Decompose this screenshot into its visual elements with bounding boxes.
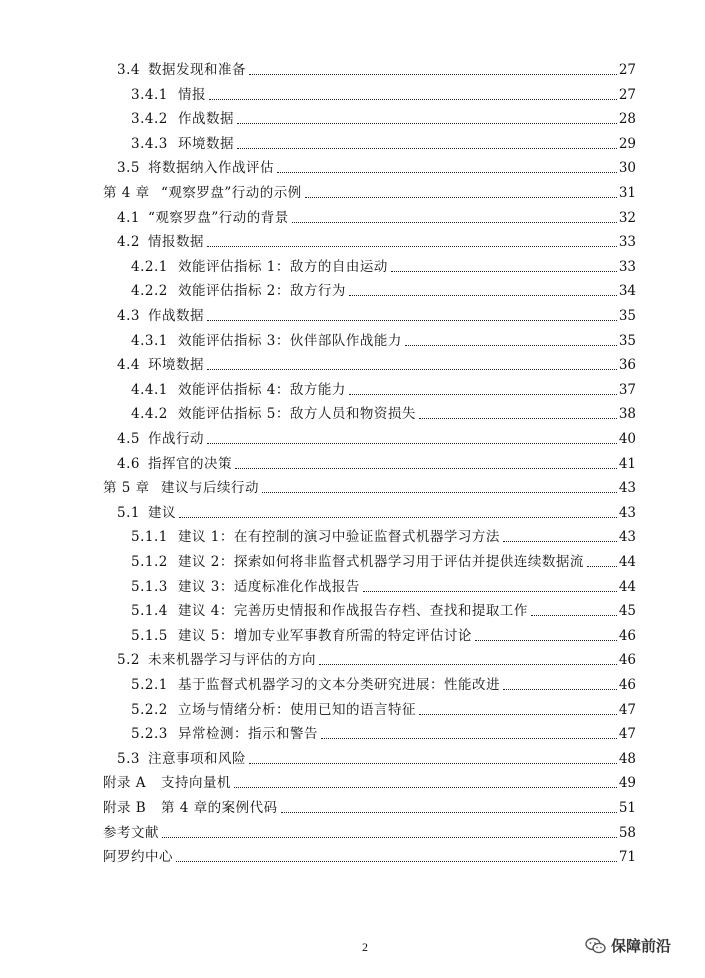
toc-entry-page: 47 bbox=[618, 701, 636, 718]
toc-dot-leader bbox=[363, 591, 617, 592]
toc-entry-number: 4.5 bbox=[117, 431, 140, 447]
toc-entry-title: 建议 1：在有控制的演习中验证监督式机器学习方法 bbox=[178, 529, 500, 546]
watermark-text: 保障前沿 bbox=[611, 937, 672, 955]
toc-entry[interactable] bbox=[131, 254, 636, 276]
toc-entry-title: 指挥官的决策 bbox=[148, 455, 232, 472]
toc-entry-title: 阿罗约中心 bbox=[103, 849, 173, 866]
toc-entry[interactable] bbox=[131, 377, 636, 399]
toc-entry[interactable] bbox=[117, 303, 636, 325]
toc-entry[interactable] bbox=[131, 278, 636, 300]
toc-entry-page: 44 bbox=[618, 554, 636, 570]
toc-dot-leader bbox=[475, 640, 617, 641]
toc-entry-title: 效能评估指标 2：敌方行为 bbox=[178, 283, 346, 300]
toc-entry-title: 数据发现和准备 bbox=[148, 62, 246, 78]
toc-entry-title: 建议 4：完善历史情报和作战报告存档、查找和提取工作 bbox=[178, 603, 528, 620]
toc-entry[interactable] bbox=[131, 328, 636, 350]
toc-entry-number: 5.2.2 bbox=[131, 701, 168, 718]
toc-entry[interactable] bbox=[117, 155, 636, 177]
toc-entry-page: 35 bbox=[618, 308, 636, 324]
toc-entry[interactable] bbox=[131, 549, 636, 571]
toc-entry-number: 第 4 章 bbox=[103, 185, 150, 201]
toc-entry[interactable] bbox=[131, 82, 636, 104]
toc-entry-page: 28 bbox=[618, 111, 636, 128]
toc-dot-leader bbox=[305, 197, 617, 198]
toc-dot-leader bbox=[207, 443, 617, 444]
toc-entry[interactable] bbox=[131, 524, 636, 546]
toc-dot-leader bbox=[503, 689, 617, 690]
toc-dot-leader bbox=[179, 517, 617, 518]
toc-entry-title: 建议 bbox=[148, 504, 176, 521]
toc-entry-number: 5.1 bbox=[117, 504, 140, 521]
toc-entry-number: 4.1 bbox=[117, 209, 140, 226]
toc-entry-page: 36 bbox=[618, 357, 636, 374]
toc-entry-title: 建议 3：适度标准化作战报告 bbox=[178, 578, 360, 595]
toc-dot-leader bbox=[249, 74, 617, 75]
toc-entry-page: 33 bbox=[618, 258, 636, 275]
toc-dot-leader bbox=[277, 172, 617, 173]
toc-entry[interactable] bbox=[131, 598, 636, 620]
toc-entry-title: 基于监督式机器学习的文本分类研究进展：性能改进 bbox=[178, 677, 500, 693]
toc-entry-number: 3.4.1 bbox=[131, 86, 168, 103]
toc-entry-title: 异常检测：指示和警告 bbox=[178, 726, 318, 743]
toc-entry-number: 附录 B bbox=[103, 800, 147, 816]
toc-dot-leader bbox=[405, 345, 617, 346]
toc-dot-leader bbox=[292, 222, 617, 223]
toc-entry-page: 27 bbox=[618, 86, 636, 103]
toc-entry-title: 注意事项和风险 bbox=[148, 750, 246, 767]
toc-entry-number: 5.2.3 bbox=[131, 726, 168, 743]
toc-entry-number: 4.4 bbox=[117, 357, 140, 374]
toc-entry[interactable] bbox=[103, 820, 636, 842]
toc-entry-number: 4.4.1 bbox=[131, 381, 168, 398]
toc-entry-title: 情报数据 bbox=[148, 234, 204, 251]
toc-entry-number: 第 5 章 bbox=[103, 480, 150, 497]
toc-dot-leader bbox=[419, 418, 617, 419]
toc-entry-page: 46 bbox=[618, 652, 636, 669]
toc-entry-page: 41 bbox=[618, 455, 636, 472]
toc-entry-number: 4.3.1 bbox=[131, 332, 168, 349]
toc-dot-leader bbox=[234, 787, 617, 788]
toc-entry-title: 将数据纳入作战评估 bbox=[148, 160, 274, 177]
toc-entry-title: 建议与后续行动 bbox=[161, 480, 259, 497]
toc-dot-leader bbox=[237, 123, 617, 124]
toc-dot-leader bbox=[419, 714, 617, 715]
toc-entry-title: 作战数据 bbox=[178, 111, 234, 128]
toc-entry-number: 4.2.2 bbox=[131, 283, 168, 300]
toc-dot-leader bbox=[391, 271, 617, 272]
page-number: 2 bbox=[362, 940, 368, 954]
toc-entry-page: 35 bbox=[618, 332, 636, 349]
toc-entry-page: 38 bbox=[618, 406, 636, 423]
toc-entry[interactable] bbox=[117, 229, 636, 251]
toc-entry-number: 3.4 bbox=[117, 62, 140, 78]
toc-entry-title: “观察罗盘”行动的示例 bbox=[161, 185, 302, 201]
toc-entry-number: 4.3 bbox=[117, 308, 140, 324]
toc-entry-number: 5.1.4 bbox=[131, 603, 168, 620]
toc-entry[interactable] bbox=[103, 770, 636, 792]
toc-entry-title: 效能评估指标 1：敌方的自由运动 bbox=[178, 258, 388, 275]
toc-entry-title: 作战行动 bbox=[148, 431, 204, 447]
toc-entry-page: 40 bbox=[618, 431, 636, 447]
toc-entry-title: 第 4 章的案例代码 bbox=[161, 800, 278, 816]
toc-entry-title: 支持向量机 bbox=[161, 775, 231, 792]
toc-entry-title: 环境数据 bbox=[148, 357, 204, 374]
toc-entry[interactable] bbox=[131, 131, 636, 153]
toc-entry-title: 效能评估指标 4：敌方能力 bbox=[178, 381, 346, 398]
toc-entry[interactable] bbox=[117, 647, 636, 669]
toc-entry-number: 4.2.1 bbox=[131, 258, 168, 275]
toc-entry-number: 附录 A bbox=[103, 775, 147, 792]
toc-dot-leader bbox=[207, 246, 617, 247]
toc-entry-page: 30 bbox=[618, 160, 636, 177]
toc-dot-leader bbox=[349, 394, 617, 395]
toc-entry[interactable] bbox=[131, 672, 636, 694]
toc-entry-title: “观察罗盘”行动的背景 bbox=[148, 209, 289, 226]
toc-dot-leader bbox=[207, 320, 617, 321]
toc-entry-page: 31 bbox=[618, 185, 636, 201]
toc-entry-number: 3.4.2 bbox=[131, 111, 168, 128]
toc-dot-leader bbox=[321, 738, 617, 739]
toc-entry-page: 58 bbox=[618, 824, 636, 841]
toc-entry[interactable] bbox=[117, 451, 636, 473]
toc-entry-title: 未来机器学习与评估的方向 bbox=[148, 652, 316, 669]
toc-entry[interactable] bbox=[131, 721, 636, 743]
toc-entry[interactable] bbox=[131, 401, 636, 423]
toc-entry-page: 46 bbox=[618, 677, 636, 693]
toc-entry[interactable] bbox=[103, 844, 636, 866]
toc-dot-leader bbox=[262, 492, 617, 493]
toc-entry-page: 51 bbox=[618, 800, 636, 816]
watermark bbox=[585, 935, 671, 956]
toc-dot-leader bbox=[587, 566, 617, 567]
toc-entry-title: 效能评估指标 5：敌方人员和物资损失 bbox=[178, 406, 416, 423]
toc-entry-number: 5.2.1 bbox=[131, 677, 168, 693]
toc-dot-leader bbox=[207, 369, 617, 370]
toc-entry-number: 4.2 bbox=[117, 234, 140, 251]
toc-entry[interactable] bbox=[131, 623, 636, 645]
toc-dot-leader bbox=[503, 541, 617, 542]
toc-dot-leader bbox=[531, 615, 617, 616]
toc-entry[interactable] bbox=[117, 352, 636, 374]
toc-entry-title: 情报 bbox=[178, 86, 206, 103]
toc-dot-leader bbox=[162, 837, 617, 838]
toc-entry-page: 43 bbox=[618, 504, 636, 521]
toc-entry-page: 43 bbox=[618, 480, 636, 497]
toc-entry-number: 5.1.2 bbox=[131, 554, 168, 570]
toc-dot-leader bbox=[281, 812, 617, 813]
toc-entry-number: 5.3 bbox=[117, 750, 140, 767]
toc-entry-page: 44 bbox=[618, 578, 636, 595]
toc-entry-page: 27 bbox=[618, 62, 636, 78]
toc-entry[interactable] bbox=[117, 205, 636, 227]
toc-entry-title: 环境数据 bbox=[178, 135, 234, 152]
toc-entry-title: 建议 2：探索如何将非监督式机器学习用于评估并提供连续数据流 bbox=[178, 554, 584, 570]
toc-entry[interactable] bbox=[131, 697, 636, 719]
toc-entry-number: 5.1.3 bbox=[131, 578, 168, 595]
toc-entry[interactable] bbox=[117, 57, 636, 79]
toc-dot-leader bbox=[235, 468, 617, 469]
toc-dot-leader bbox=[249, 763, 617, 764]
toc-entry-number: 3.5 bbox=[117, 160, 140, 177]
toc-entry-page: 49 bbox=[618, 775, 636, 792]
toc-entry[interactable] bbox=[131, 574, 636, 596]
toc-entry[interactable] bbox=[103, 475, 636, 497]
toc-entry-page: 47 bbox=[618, 726, 636, 743]
toc-entry-number: 4.6 bbox=[117, 455, 140, 472]
toc-dot-leader bbox=[319, 664, 617, 665]
toc-dot-leader bbox=[176, 861, 617, 862]
toc-entry-number: 5.1.5 bbox=[131, 627, 168, 644]
toc-entry-page: 29 bbox=[618, 135, 636, 152]
toc-entry-page: 45 bbox=[618, 603, 636, 620]
toc-entry-number: 3.4.3 bbox=[131, 135, 168, 152]
toc-entry[interactable] bbox=[103, 795, 636, 817]
toc-entry[interactable] bbox=[117, 746, 636, 768]
toc-entry[interactable] bbox=[117, 500, 636, 522]
toc-entry-page: 43 bbox=[618, 529, 636, 546]
toc-entry-number: 5.2 bbox=[117, 652, 140, 669]
toc-entry[interactable] bbox=[131, 106, 636, 128]
toc-dot-leader bbox=[349, 295, 617, 296]
toc-entry-title: 作战数据 bbox=[148, 308, 204, 324]
toc-entry-page: 48 bbox=[618, 750, 636, 767]
toc-entry-title: 立场与情绪分析：使用已知的语言特征 bbox=[178, 701, 416, 718]
toc-entry-page: 33 bbox=[618, 234, 636, 251]
toc-entry-page: 32 bbox=[618, 209, 636, 226]
toc-entry-page: 37 bbox=[618, 381, 636, 398]
toc-dot-leader bbox=[209, 99, 617, 100]
toc-entry[interactable] bbox=[103, 180, 636, 202]
toc-entry-title: 效能评估指标 3：伙伴部队作战能力 bbox=[178, 332, 402, 349]
toc-entry-page: 71 bbox=[618, 849, 636, 866]
wechat-icon bbox=[585, 937, 607, 955]
toc-dot-leader bbox=[237, 148, 617, 149]
toc-entry-page: 46 bbox=[618, 627, 636, 644]
toc-entry-number: 4.4.2 bbox=[131, 406, 168, 423]
toc-entry-page: 34 bbox=[618, 283, 636, 300]
toc-entry[interactable] bbox=[117, 426, 636, 448]
toc-entry-title: 参考文献 bbox=[103, 824, 159, 841]
toc-entry-number: 5.1.1 bbox=[131, 529, 168, 546]
toc-entry-title: 建议 5：增加专业军事教育所需的特定评估讨论 bbox=[178, 627, 472, 644]
